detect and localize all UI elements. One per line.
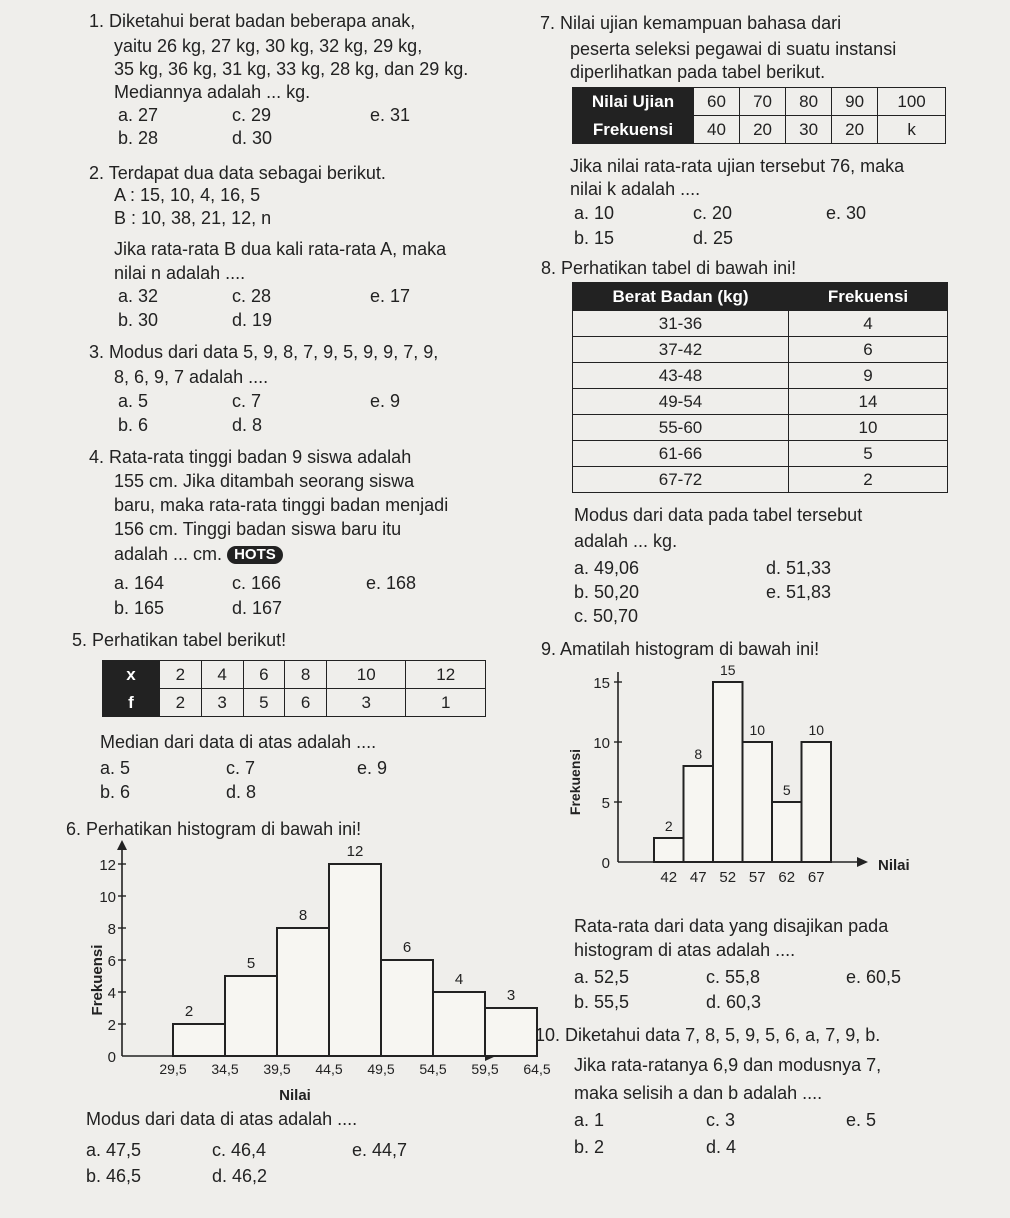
q2-line-2: A : 15, 10, 4, 16, 5 <box>114 185 261 205</box>
q7-option-e[interactable]: e. 30 <box>826 203 867 223</box>
q9-title: 9. Amatilah histogram di bawah ini! <box>541 639 820 659</box>
q5-option-c[interactable]: c. 7 <box>226 758 256 778</box>
q6-option-d[interactable]: d. 46,2 <box>212 1166 268 1186</box>
q7-frekuensi-cell: k <box>878 116 946 144</box>
q1-option-c[interactable]: c. 29 <box>232 105 272 125</box>
bar-value-label: 10 <box>749 722 766 738</box>
q3-option-b[interactable]: b. 6 <box>118 415 149 435</box>
q8-freq-cell: 14 <box>789 389 948 415</box>
bar-value-label: 4 <box>454 971 464 988</box>
q5-x-cell: 4 <box>201 661 243 689</box>
q8-range-cell: 61-66 <box>573 441 789 467</box>
x-axis-title: Nilai <box>279 1087 311 1104</box>
q8-range-cell: 49-54 <box>573 389 789 415</box>
q5-option-b[interactable]: b. 6 <box>100 782 131 802</box>
q3-option-c[interactable]: c. 7 <box>232 391 262 411</box>
q8-option-b[interactable]: b. 50,20 <box>574 582 640 602</box>
q4-line-5-text: adalah ... cm. <box>114 544 223 564</box>
bar-value-label: 10 <box>808 722 825 738</box>
histogram-bar <box>173 1024 225 1056</box>
q5-f-cell: 2 <box>160 689 202 717</box>
q5-option-d[interactable]: d. 8 <box>226 782 257 802</box>
q5-f-cell: 6 <box>285 689 327 717</box>
bar-value-label: 2 <box>664 818 673 834</box>
x-axis-title: Nilai <box>878 857 910 874</box>
q10-line-2: Jika rata-ratanya 6,9 dan modusnya 7, <box>574 1055 882 1075</box>
q7-frekuensi-cell: 40 <box>694 116 740 144</box>
q7-frekuensi-cell: 20 <box>740 116 786 144</box>
q3-line-1: 3. Modus dari data 5, 9, 8, 7, 9, 5, 9, 9, 7, 9, <box>89 342 439 362</box>
q6-question: Modus dari data di atas adalah .... <box>86 1109 358 1129</box>
q8-freq-cell: 5 <box>789 441 948 467</box>
y-tick-label: 12 <box>99 857 116 874</box>
y-axis-title: Frekuensi <box>89 944 106 1016</box>
q10-option-e[interactable]: e. 5 <box>846 1110 877 1130</box>
q6-option-e[interactable]: e. 44,7 <box>352 1140 408 1160</box>
q10-option-a[interactable]: a. 1 <box>574 1110 605 1130</box>
x-tick-label: 44,5 <box>315 1061 343 1077</box>
histogram-bar <box>684 766 714 862</box>
y-tick-label: 4 <box>107 985 116 1002</box>
q5-option-e[interactable]: e. 9 <box>357 758 388 778</box>
q2-option-e[interactable]: e. 17 <box>370 286 411 306</box>
bar-value-label: 3 <box>506 987 516 1004</box>
q8-range-cell: 43-48 <box>573 363 789 389</box>
q9-after-2: histogram di atas adalah .... <box>574 940 796 960</box>
q8-range-cell: 37-42 <box>573 337 789 363</box>
q6-option-a[interactable]: a. 47,5 <box>86 1140 142 1160</box>
q8-freq-cell: 9 <box>789 363 948 389</box>
q7-option-b[interactable]: b. 15 <box>574 228 615 248</box>
q8-title: 8. Perhatikan tabel di bawah ini! <box>541 258 797 278</box>
q7-option-c[interactable]: c. 20 <box>693 203 733 223</box>
q8-after-2: adalah ... kg. <box>574 531 678 551</box>
x-tick-label: 57 <box>748 869 766 886</box>
q7-nilai-cell: 100 <box>878 88 946 116</box>
q7-row-label-nilai: Nilai Ujian <box>573 88 694 116</box>
q5-f-cell: 5 <box>243 689 285 717</box>
y-tick-label: 0 <box>107 1049 116 1066</box>
q4-option-b[interactable]: b. 165 <box>114 598 165 618</box>
q8-option-c[interactable]: c. 50,70 <box>574 606 639 626</box>
bar-value-label: 2 <box>184 1003 194 1020</box>
y-axis-title: Frekuensi <box>567 748 583 816</box>
q5-x-header: x <box>103 661 160 689</box>
q7-row-label-frekuensi: Frekuensi <box>573 116 694 144</box>
x-axis-arrow <box>857 857 868 867</box>
x-tick-label: 34,5 <box>211 1061 239 1077</box>
q2-line-5: nilai n adalah .... <box>114 263 246 283</box>
q9-after-1: Rata-rata dari data yang disajikan pada <box>574 916 889 936</box>
y-tick-label: 15 <box>593 675 610 692</box>
histogram-bar <box>225 976 277 1056</box>
bar-value-label: 8 <box>694 746 703 762</box>
q4-line-1: 4. Rata-rata tinggi badan 9 siswa adalah <box>89 447 412 467</box>
x-tick-label: 52 <box>719 869 737 886</box>
q9-option-e[interactable]: e. 60,5 <box>846 967 902 987</box>
q5-x-cell: 8 <box>285 661 327 689</box>
q7-score-table <box>572 87 946 144</box>
q8-range-cell: 31-36 <box>573 311 789 337</box>
q8-range-cell: 55-60 <box>573 415 789 441</box>
q2-option-b[interactable]: b. 30 <box>118 310 159 330</box>
bar-value-label: 15 <box>719 662 736 678</box>
q3-option-e[interactable]: e. 9 <box>370 391 401 411</box>
q8-header-weight: Berat Badan (kg) <box>573 283 789 311</box>
q7-option-d[interactable]: d. 25 <box>693 228 734 248</box>
q7-after-2: nilai k adalah .... <box>570 179 701 199</box>
q7-line-2: peserta seleksi pegawai di suatu instansi <box>570 39 897 59</box>
q4-line-2: 155 cm. Jika ditambah seorang siswa <box>114 471 415 491</box>
q5-f-cell: 3 <box>201 689 243 717</box>
q1-option-e[interactable]: e. 31 <box>370 105 411 125</box>
x-tick-label: 29,5 <box>159 1061 187 1077</box>
q8-freq-cell: 4 <box>789 311 948 337</box>
q8-option-d[interactable]: d. 51,33 <box>766 558 832 578</box>
y-tick-label: 10 <box>99 889 116 906</box>
histogram-bar <box>802 742 832 862</box>
q5-frequency-table <box>102 660 486 717</box>
q4-line-4: 156 cm. Tinggi badan siswa baru itu <box>114 519 402 539</box>
q5-x-cell: 12 <box>406 661 486 689</box>
q8-header-frequency: Frekuensi <box>789 283 948 311</box>
q2-option-a[interactable]: a. 32 <box>118 286 159 306</box>
q6-option-b[interactable]: b. 46,5 <box>86 1166 142 1186</box>
bar-value-label: 12 <box>346 843 364 860</box>
q1-option-d[interactable]: d. 30 <box>232 128 273 148</box>
q8-weight-table <box>572 282 948 493</box>
q4-option-e[interactable]: e. 168 <box>366 573 417 593</box>
q7-frekuensi-cell: 30 <box>786 116 832 144</box>
x-tick-label: 59,5 <box>471 1061 499 1077</box>
q8-freq-cell: 10 <box>789 415 948 441</box>
histogram-bar <box>277 928 329 1056</box>
y-tick-label: 0 <box>601 855 610 872</box>
y-tick-label: 8 <box>107 921 116 938</box>
q4-line-5 <box>114 543 283 565</box>
q1-line-1: 1. Diketahui berat badan beberapa anak, <box>89 11 416 31</box>
q5-x-cell: 6 <box>243 661 285 689</box>
q6-title: 6. Perhatikan histogram di bawah ini! <box>66 819 362 839</box>
y-tick-label: 6 <box>107 953 116 970</box>
q4-option-a[interactable]: a. 164 <box>114 573 165 593</box>
q7-line-1: 7. Nilai ujian kemampuan bahasa dari <box>540 13 842 33</box>
histogram-q6 <box>80 840 551 1105</box>
histogram-bar <box>713 682 743 862</box>
histogram-bar <box>433 992 485 1056</box>
y-tick-label: 10 <box>593 735 610 752</box>
x-tick-label: 39,5 <box>263 1061 291 1077</box>
q8-option-a[interactable]: a. 49,06 <box>574 558 640 578</box>
histogram-bar <box>381 960 433 1056</box>
q10-option-b[interactable]: b. 2 <box>574 1137 605 1157</box>
q1-line-4: Mediannya adalah ... kg. <box>114 82 311 102</box>
histogram-bar <box>772 802 802 862</box>
histogram-bar <box>329 864 381 1056</box>
q7-nilai-cell: 90 <box>832 88 878 116</box>
q8-after-1: Modus dari data pada tabel tersebut <box>574 505 863 525</box>
histogram-bar <box>743 742 773 862</box>
q3-line-2: 8, 6, 9, 7 adalah .... <box>114 367 269 387</box>
histogram-q9 <box>560 662 920 897</box>
x-tick-label: 54,5 <box>419 1061 447 1077</box>
bar-value-label: 8 <box>298 907 308 924</box>
q7-after-1: Jika nilai rata-rata ujian tersebut 76, maka <box>570 156 905 176</box>
q3-option-d[interactable]: d. 8 <box>232 415 263 435</box>
histogram-bar <box>485 1008 537 1056</box>
q4-option-d[interactable]: d. 167 <box>232 598 283 618</box>
q5-x-cell: 2 <box>160 661 202 689</box>
q5-title: 5. Perhatikan tabel berikut! <box>72 630 287 650</box>
q2-line-4: Jika rata-rata B dua kali rata-rata A, maka <box>114 239 447 259</box>
q5-option-a[interactable]: a. 5 <box>100 758 131 778</box>
q7-nilai-cell: 70 <box>740 88 786 116</box>
q4-option-c[interactable]: c. 166 <box>232 573 282 593</box>
q9-option-b[interactable]: b. 55,5 <box>574 992 630 1012</box>
hots-badge: HOTS <box>227 546 283 564</box>
q8-freq-cell: 2 <box>789 467 948 493</box>
x-tick-label: 49,5 <box>367 1061 395 1077</box>
y-tick-label: 5 <box>601 795 610 812</box>
q2-line-3: B : 10, 38, 21, 12, n <box>114 208 272 228</box>
x-tick-label: 42 <box>660 869 678 886</box>
q7-frekuensi-cell: 20 <box>832 116 878 144</box>
x-tick-label: 62 <box>778 869 796 886</box>
q1-line-2: yaitu 26 kg, 27 kg, 30 kg, 32 kg, 29 kg, <box>114 36 423 56</box>
bar-value-label: 5 <box>246 955 256 972</box>
histogram-bar <box>654 838 684 862</box>
q2-line-1: 2. Terdapat dua data sebagai berikut. <box>89 163 386 183</box>
q9-option-a[interactable]: a. 52,5 <box>574 967 630 987</box>
q1-option-a[interactable]: a. 27 <box>118 105 159 125</box>
q5-f-cell: 1 <box>406 689 486 717</box>
q6-option-c[interactable]: c. 46,4 <box>212 1140 267 1160</box>
x-tick-label: 47 <box>689 869 707 886</box>
q7-nilai-cell: 80 <box>786 88 832 116</box>
q2-option-c[interactable]: c. 28 <box>232 286 272 306</box>
q8-range-cell: 67-72 <box>573 467 789 493</box>
q7-nilai-cell: 60 <box>694 88 740 116</box>
bar-value-label: 5 <box>782 782 791 798</box>
q5-x-cell: 10 <box>327 661 406 689</box>
q3-option-a[interactable]: a. 5 <box>118 391 149 411</box>
q10-option-c[interactable]: c. 3 <box>706 1110 736 1130</box>
q7-line-3: diperlihatkan pada tabel berikut. <box>570 62 826 82</box>
q1-option-b[interactable]: b. 28 <box>118 128 159 148</box>
q8-freq-cell: 6 <box>789 337 948 363</box>
bar-value-label: 6 <box>402 939 412 956</box>
x-tick-label: 64,5 <box>523 1061 551 1077</box>
q4-line-3: baru, maka rata-rata tinggi badan menjadi <box>114 495 449 515</box>
q8-option-e[interactable]: e. 51,83 <box>766 582 832 602</box>
q7-option-a[interactable]: a. 10 <box>574 203 615 223</box>
q2-option-d[interactable]: d. 19 <box>232 310 273 330</box>
q5-f-cell: 3 <box>327 689 406 717</box>
q10-line-1: 10. Diketahui data 7, 8, 5, 9, 5, 6, a, 7, 9, b. <box>535 1025 881 1045</box>
q9-option-d[interactable]: d. 60,3 <box>706 992 762 1012</box>
q5-question: Median dari data di atas adalah .... <box>100 732 377 752</box>
q9-option-c[interactable]: c. 55,8 <box>706 967 761 987</box>
q10-line-3: maka selisih a dan b adalah .... <box>574 1083 823 1103</box>
x-tick-label: 67 <box>807 869 825 886</box>
q1-line-3: 35 kg, 36 kg, 31 kg, 33 kg, 28 kg, dan 29 kg. <box>114 59 469 79</box>
q10-option-d[interactable]: d. 4 <box>706 1137 737 1157</box>
y-tick-label: 2 <box>107 1017 116 1034</box>
y-axis-arrow <box>117 840 127 850</box>
q5-f-header: f <box>103 689 160 717</box>
